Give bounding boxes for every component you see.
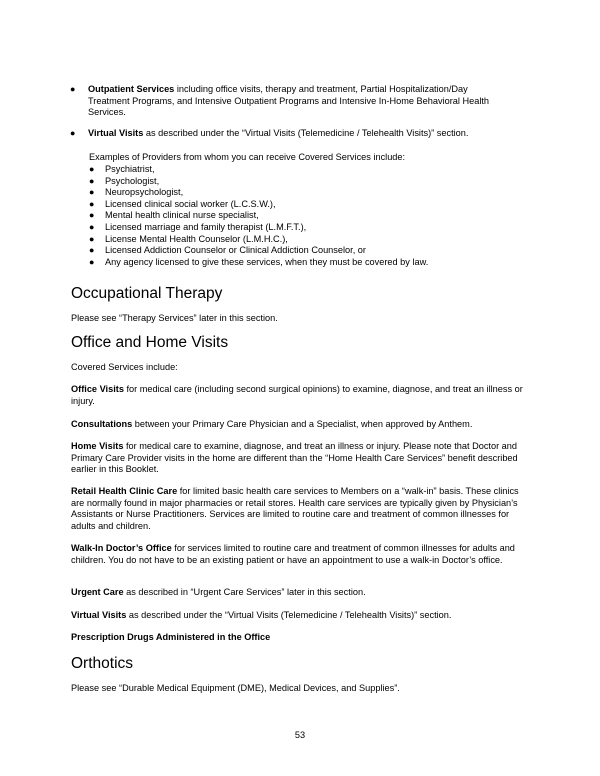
list-item: ● Psychologist, (89, 175, 160, 186)
occupational-text: Please see “Therapy Services” later in this section. (71, 313, 278, 323)
page-number: 53 (294, 730, 306, 740)
list-item: ● Licensed clinical social worker (L.C.S.W.), (89, 198, 276, 209)
list-item: ● Any agency licensed to give these services, when they must be covered by law. (89, 256, 429, 267)
heading-occupational-therapy: Occupational Therapy (71, 285, 223, 302)
office-intro: Covered Services include: (71, 362, 178, 372)
bullet-icon: ● (89, 175, 95, 186)
orthotics-text: Please see “Durable Medical Equipment (DME), Medical Devices, and Supplies”. (71, 683, 400, 693)
list-item: ● License Mental Health Counselor (L.M.H.C.), (89, 233, 288, 244)
bullet-text: including office visits, therapy and treatment, Partial Hospitalization/Day Treatment Programs, and Intensive Outpatient Programs and Intensive In-Home Behavioral Health Services. (88, 84, 490, 117)
office-item-consultations: Consultations between your Primary Care Physician and a Specialist, when approved by Anthem. (71, 419, 473, 429)
bullet-icon: ● (89, 221, 95, 232)
bullet-term: Virtual Visits (88, 128, 144, 138)
office-item-retail-health-clinic: Retail Health Clinic Care for limited basic health care services to Members on a “walk-in” basis. These clinics are normally found in major pharmacies or retail stores. Health care services are typically given by Physician’s Assistants or Nurse Practitioners. Services are limited to routine care and treatment of common illnesses for adults and children. (71, 486, 519, 531)
bullet-icon: ● (89, 256, 95, 267)
heading-office-home-visits: Office and Home Visits (71, 334, 229, 351)
bullet-term: Outpatient Services (88, 84, 175, 94)
bullet-icon: ● (89, 233, 95, 244)
office-item-walk-in-doctors-office: Walk-In Doctor’s Office for services limited to routine care and treatment of common illnesses for adults and children. You do not have to be an existing patient or have an appointment to use a walk-in Doctor’s office. (71, 543, 515, 565)
bullet-icon: ● (89, 198, 95, 209)
providers-intro: Examples of Providers from whom you can receive Covered Services include: (89, 152, 406, 162)
office-item-urgent-care: Urgent Care as described in “Urgent Care Services” later in this section. (71, 587, 366, 597)
bullet-icon: ● (70, 84, 76, 94)
office-item-prescription-drugs: Prescription Drugs Administered in the Office (71, 632, 271, 642)
office-item-home-visits: Home Visits for medical care to examine, diagnose, and treat an illness or injury. Please note that Doctor and Primary Care Provider visits in the home are different than the “Home Health Care Services” benefit described earlier in this Booklet. (71, 441, 518, 474)
providers-list (89, 164, 519, 268)
bullet-text: as described under the “Virtual Visits (Telemedicine / Telehealth Visits)” section. (143, 128, 469, 138)
bullet-icon: ● (89, 210, 95, 221)
list-item: ● Licensed marriage and family therapist (L.M.F.T.), (89, 221, 307, 232)
bullet-icon: ● (89, 164, 95, 174)
bullet-icon: ● (70, 128, 76, 138)
list-item: ● Psychiatrist, (89, 164, 155, 174)
list-item: ● Mental health clinical nurse specialist, (89, 210, 259, 221)
list-item: ● Neuropsychologist, (89, 187, 184, 198)
list-item: ● Licensed Addiction Counselor or Clinical Addiction Counselor, or (89, 245, 366, 256)
office-item-virtual-visits: Virtual Visits as described under the “Virtual Visits (Telemedicine / Telehealth Visits)” section. (71, 610, 452, 620)
office-item-office-visits: Office Visits for medical care (including second surgical opinions) to examine, diagnose, and treat an illness or injury. (71, 384, 523, 406)
heading-orthotics: Orthotics (71, 655, 134, 672)
bullet-icon: ● (89, 187, 95, 198)
bullet-icon: ● (89, 245, 95, 256)
